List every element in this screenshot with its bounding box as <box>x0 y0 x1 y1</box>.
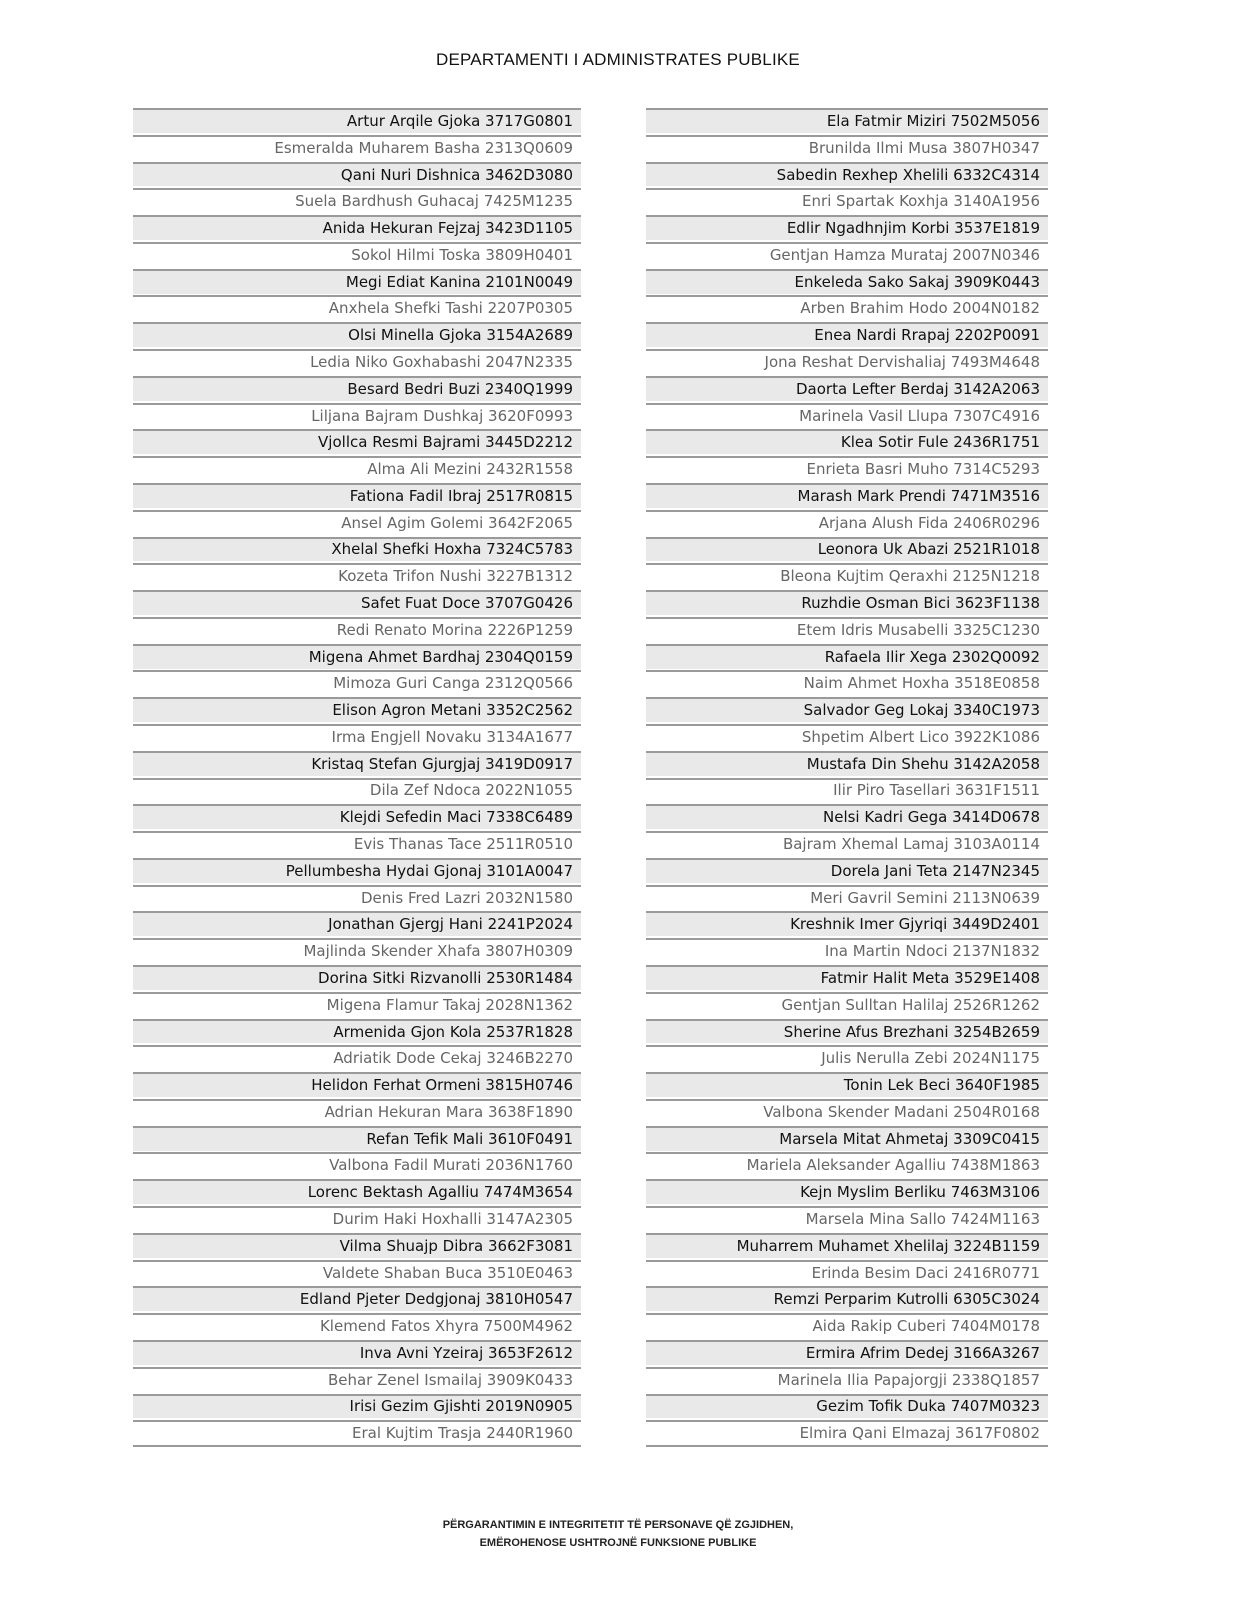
list-item <box>133 1367 581 1392</box>
list-item <box>133 376 581 401</box>
list-item <box>133 135 581 160</box>
list-item <box>646 322 1048 347</box>
person-entry: Brunilda Ilmi Musa 3807H0347 <box>808 138 1040 157</box>
person-entry: Kristaq Stefan Gjurgjaj 3419D0917 <box>311 754 573 773</box>
list-item <box>646 804 1048 829</box>
person-entry: Anxhela Shefki Tashi 2207P0305 <box>328 299 573 318</box>
left-name-column <box>133 108 581 1447</box>
list-item <box>646 349 1048 374</box>
list-item <box>646 1179 1048 1204</box>
person-entry: Valbona Skender Madani 2504R0168 <box>763 1102 1040 1121</box>
person-entry: Jonathan Gjergj Hani 2241P2024 <box>328 915 573 934</box>
list-item <box>133 295 581 320</box>
person-entry: Salvador Geg Lokaj 3340C1973 <box>803 701 1040 720</box>
list-item <box>646 1019 1048 1044</box>
list-item <box>646 1313 1048 1338</box>
list-item <box>133 162 581 187</box>
list-item <box>646 108 1048 133</box>
list-item <box>646 751 1048 776</box>
person-entry: Enrieta Basri Muho 7314C5293 <box>806 460 1040 479</box>
list-item <box>133 429 581 454</box>
list-item <box>646 135 1048 160</box>
person-entry: Ansel Agim Golemi 3642F2065 <box>341 513 573 532</box>
person-entry: Ilir Piro Tasellari 3631F1511 <box>833 781 1040 800</box>
person-entry: Enri Spartak Koxhja 3140A1956 <box>802 192 1040 211</box>
list-item <box>133 992 581 1017</box>
person-entry: Muharrem Muhamet Xhelilaj 3224B1159 <box>736 1236 1040 1255</box>
list-item <box>646 1367 1048 1392</box>
person-entry: Sabedin Rexhep Xhelili 6332C4314 <box>776 165 1040 184</box>
person-entry: Naim Ahmet Hoxha 3518E0858 <box>803 674 1040 693</box>
list-item <box>133 1152 581 1177</box>
person-entry: Nelsi Kadri Gega 3414D0678 <box>823 808 1040 827</box>
list-item <box>646 617 1048 642</box>
list-item <box>133 349 581 374</box>
person-entry: Meri Gavril Semini 2113N0639 <box>810 888 1040 907</box>
list-item <box>133 1394 581 1419</box>
list-item <box>133 965 581 990</box>
person-entry: Marinela Ilia Papajorgji 2338Q1857 <box>777 1370 1040 1389</box>
person-entry: Esmeralda Muharem Basha 2313Q0609 <box>274 138 573 157</box>
person-entry: Kozeta Trifon Nushi 3227B1312 <box>338 567 573 586</box>
list-item <box>133 751 581 776</box>
person-entry: Vjollca Resmi Bajrami 3445D2212 <box>318 433 573 452</box>
list-item <box>133 1286 581 1311</box>
list-item <box>646 1045 1048 1070</box>
person-entry: Daorta Lefter Berdaj 3142A2063 <box>796 379 1040 398</box>
list-item <box>646 644 1048 669</box>
list-item <box>646 992 1048 1017</box>
person-entry: Armenida Gjon Kola 2537R1828 <box>333 1022 573 1041</box>
list-item <box>133 644 581 669</box>
list-item <box>133 938 581 963</box>
list-item <box>646 1286 1048 1311</box>
list-item <box>133 537 581 562</box>
person-entry: Dorina Sitki Rizvanolli 2530R1484 <box>318 968 573 987</box>
person-entry: Ina Martin Ndoci 2137N1832 <box>824 942 1040 961</box>
list-item <box>133 1340 581 1365</box>
person-entry: Enea Nardi Rrapaj 2202P0091 <box>814 326 1040 345</box>
list-item <box>646 215 1048 240</box>
person-entry: Safet Fuat Doce 3707G0426 <box>361 594 573 612</box>
person-entry: Pellumbesha Hydai Gjonaj 3101A0047 <box>285 861 573 880</box>
list-item <box>133 322 581 347</box>
list-item <box>133 269 581 294</box>
person-entry: Behar Zenel Ismailaj 3909K0433 <box>327 1370 573 1389</box>
list-item <box>133 670 581 695</box>
person-entry: Vilma Shuajp Dibra 3662F3081 <box>339 1236 573 1255</box>
right-name-column <box>646 108 1048 1447</box>
list-item <box>646 1126 1048 1151</box>
person-entry: Migena Ahmet Bardhaj 2304Q0159 <box>308 647 573 666</box>
person-entry: Jona Reshat Dervishaliaj 7493M4648 <box>764 352 1040 371</box>
person-entry: Klemend Fatos Xhyra 7500M4962 <box>319 1317 573 1336</box>
person-entry: Klea Sotir Fule 2436R1751 <box>840 433 1040 452</box>
list-item <box>646 1152 1048 1177</box>
person-entry: Tonin Lek Beci 3640F1985 <box>843 1076 1040 1095</box>
list-item <box>133 1206 581 1231</box>
person-entry: Marinela Vasil Llupa 7307C4916 <box>799 406 1040 425</box>
person-entry: Anida Hekuran Fejzaj 3423D1105 <box>322 219 573 238</box>
page-title: DEPARTAMENTI I ADMINISTRATES PUBLIKE <box>436 50 800 69</box>
person-entry: Irisi Gezim Gjishti 2019N0905 <box>349 1397 573 1416</box>
list-item <box>646 537 1048 562</box>
person-entry: Irma Engjell Novaku 3134A1677 <box>331 727 573 746</box>
list-item <box>133 483 581 508</box>
list-item <box>133 108 581 133</box>
list-item <box>133 1260 581 1285</box>
person-entry: Ermira Afrim Dedej 3166A3267 <box>805 1343 1040 1362</box>
person-entry: Marsela Mitat Ahmetaj 3309C0415 <box>779 1129 1040 1148</box>
list-item <box>646 590 1048 615</box>
list-item <box>646 1340 1048 1365</box>
person-entry: Valbona Fadil Murati 2036N1760 <box>329 1156 573 1175</box>
list-item <box>646 1420 1048 1445</box>
list-item <box>646 670 1048 695</box>
person-entry: Bajram Xhemal Lamaj 3103A0114 <box>782 835 1040 854</box>
list-item <box>133 1126 581 1151</box>
list-item <box>646 376 1048 401</box>
person-entry: Eral Kujtim Trasja 2440R1960 <box>352 1424 573 1443</box>
person-entry: Lorenc Bektash Agalliu 7474M3654 <box>307 1183 573 1202</box>
list-item <box>646 295 1048 320</box>
person-entry: Besard Bedri Buzi 2340Q1999 <box>347 379 573 398</box>
list-item <box>133 885 581 910</box>
list-item <box>646 1260 1048 1285</box>
list-item <box>133 617 581 642</box>
footer-line-2: EMËROHENOSE USHTROJNË FUNKSIONE PUBLIKE <box>479 1537 757 1549</box>
person-entry: Arjana Alush Fida 2406R0296 <box>818 513 1040 532</box>
person-entry: Adriatik Dode Cekaj 3246B2270 <box>333 1049 573 1068</box>
person-entry: Edland Pjeter Dedgjonaj 3810H0547 <box>299 1290 573 1309</box>
list-item <box>646 858 1048 883</box>
list-item <box>646 429 1048 454</box>
list-item <box>133 590 581 615</box>
list-item <box>133 456 581 481</box>
list-item <box>133 1420 581 1445</box>
list-item <box>133 1099 581 1124</box>
person-entry: Erinda Besim Daci 2416R0771 <box>811 1263 1040 1282</box>
person-entry: Dorela Jani Teta 2147N2345 <box>830 861 1040 880</box>
person-entry: Gentjan Hamza Murataj 2007N0346 <box>769 245 1040 264</box>
list-item <box>646 188 1048 213</box>
person-entry: Marsela Mina Sallo 7424M1163 <box>805 1209 1040 1228</box>
list-item <box>133 697 581 722</box>
person-entry: Majlinda Skender Xhafa 3807H0309 <box>303 942 573 961</box>
list-item <box>646 938 1048 963</box>
column-bottom-rule <box>646 1445 1048 1447</box>
list-item <box>133 215 581 240</box>
person-entry: Julis Nerulla Zebi 2024N1175 <box>821 1049 1040 1068</box>
list-item <box>646 563 1048 588</box>
list-item <box>133 563 581 588</box>
list-item <box>646 778 1048 803</box>
list-item <box>646 831 1048 856</box>
list-item <box>133 1019 581 1044</box>
person-entry: Evis Thanas Tace 2511R0510 <box>353 835 573 854</box>
person-entry: Fatmir Halit Meta 3529E1408 <box>820 968 1040 987</box>
person-entry: Dila Zef Ndoca 2022N1055 <box>369 781 573 800</box>
list-item <box>646 911 1048 936</box>
list-item <box>646 456 1048 481</box>
list-item <box>133 804 581 829</box>
person-entry: Kreshnik Imer Gjyriqi 3449D2401 <box>790 915 1040 934</box>
list-item <box>646 483 1048 508</box>
person-entry: Mariela Aleksander Agalliu 7438M1863 <box>746 1156 1040 1175</box>
person-entry: Aida Rakip Cuberi 7404M0178 <box>812 1317 1040 1336</box>
list-item <box>646 1206 1048 1231</box>
list-item <box>646 1233 1048 1258</box>
person-entry: Refan Tefik Mali 3610F0491 <box>366 1129 573 1148</box>
list-item <box>133 778 581 803</box>
list-item <box>133 831 581 856</box>
person-entry: Redi Renato Morina 2226P1259 <box>336 620 573 639</box>
person-entry: Xhelal Shefki Hoxha 7324C5783 <box>331 540 573 559</box>
person-entry: Megi Ediat Kanina 2101N0049 <box>345 272 573 291</box>
person-entry: Ela Fatmir Miziri 7502M5056 <box>826 111 1040 130</box>
person-entry: Sokol Hilmi Toska 3809H0401 <box>351 245 573 264</box>
list-item <box>133 1072 581 1097</box>
person-entry: Rafaela Ilir Xega 2302Q0092 <box>824 647 1040 666</box>
person-entry: Valdete Shaban Buca 3510E0463 <box>322 1263 573 1282</box>
list-item <box>646 242 1048 267</box>
list-item <box>133 242 581 267</box>
person-entry: Enkeleda Sako Sakaj 3909K0443 <box>794 272 1040 291</box>
person-entry: Inva Avni Yzeiraj 3653F2612 <box>359 1343 573 1362</box>
list-item <box>646 269 1048 294</box>
list-item <box>646 724 1048 749</box>
footer <box>0 1516 1236 1552</box>
person-entry: Kejn Myslim Berliku 7463M3106 <box>800 1183 1040 1202</box>
list-item <box>646 1394 1048 1419</box>
list-item <box>646 885 1048 910</box>
list-item <box>133 1045 581 1070</box>
person-entry: Gezim Tofik Duka 7407M0323 <box>816 1397 1040 1416</box>
person-entry: Helidon Ferhat Ormeni 3815H0746 <box>311 1076 573 1095</box>
person-entry: Suela Bardhush Guhacaj 7425M1235 <box>295 192 573 211</box>
list-item <box>133 1313 581 1338</box>
person-entry: Alma Ali Mezini 2432R1558 <box>367 460 573 479</box>
list-item <box>133 403 581 428</box>
person-entry: Bleona Kujtim Qeraxhi 2125N1218 <box>780 567 1040 586</box>
list-item <box>646 403 1048 428</box>
list-item <box>133 858 581 883</box>
person-entry: Arben Brahim Hodo 2004N0182 <box>800 299 1040 318</box>
person-entry: Etem Idris Musabelli 3325C1230 <box>796 620 1040 639</box>
person-entry: Mustafa Din Shehu 3142A2058 <box>806 754 1040 773</box>
person-entry: Shpetim Albert Lico 3922K1086 <box>801 727 1040 746</box>
person-entry: Migena Flamur Takaj 2028N1362 <box>326 995 573 1014</box>
list-item <box>133 911 581 936</box>
person-entry: Denis Fred Lazri 2032N1580 <box>360 888 573 907</box>
column-bottom-rule <box>133 1445 581 1447</box>
person-entry: Olsi Minella Gjoka 3154A2689 <box>348 326 573 345</box>
person-entry: Ledia Niko Goxhabashi 2047N2335 <box>310 352 573 371</box>
person-entry: Sherine Afus Brezhani 3254B2659 <box>783 1022 1040 1041</box>
person-entry: Mimoza Guri Canga 2312Q0566 <box>333 674 573 693</box>
list-item <box>133 510 581 535</box>
list-item <box>133 1233 581 1258</box>
person-entry: Leonora Uk Abazi 2521R1018 <box>817 540 1040 559</box>
list-item <box>646 697 1048 722</box>
person-entry: Elmira Qani Elmazaj 3617F0802 <box>799 1424 1040 1443</box>
person-entry: Adrian Hekuran Mara 3638F1890 <box>324 1102 573 1121</box>
footer-line-1: PËRGARANTIMIN E INTEGRITETIT TË PERSONAVE QË ZGJIDHEN, <box>442 1519 794 1531</box>
list-item <box>646 1099 1048 1124</box>
person-entry: Fationa Fadil Ibraj 2517R0815 <box>349 486 573 505</box>
list-item <box>646 510 1048 535</box>
list-item <box>133 724 581 749</box>
person-entry: Elison Agron Metani 3352C2562 <box>332 701 573 720</box>
person-entry: Liljana Bajram Dushkaj 3620F0993 <box>311 406 573 425</box>
person-entry: Klejdi Sefedin Maci 7338C6489 <box>339 808 573 827</box>
person-entry: Gentjan Sulltan Halilaj 2526R1262 <box>781 995 1040 1014</box>
list-item <box>646 162 1048 187</box>
person-entry: Marash Mark Prendi 7471M3516 <box>797 486 1040 505</box>
person-entry: Durim Haki Hoxhalli 3147A2305 <box>332 1209 573 1228</box>
person-entry: Artur Arqile Gjoka 3717G0801 <box>346 111 573 130</box>
list-item <box>133 1179 581 1204</box>
list-item <box>646 965 1048 990</box>
list-item <box>133 188 581 213</box>
person-entry: Ruzhdie Osman Bici 3623F1138 <box>801 594 1040 612</box>
person-entry: Edlir Ngadhnjim Korbi 3537E1819 <box>786 219 1040 238</box>
list-item <box>646 1072 1048 1097</box>
person-entry: Remzi Perparim Kutrolli 6305C3024 <box>773 1290 1040 1309</box>
person-entry: Qani Nuri Dishnica 3462D3080 <box>340 165 573 184</box>
